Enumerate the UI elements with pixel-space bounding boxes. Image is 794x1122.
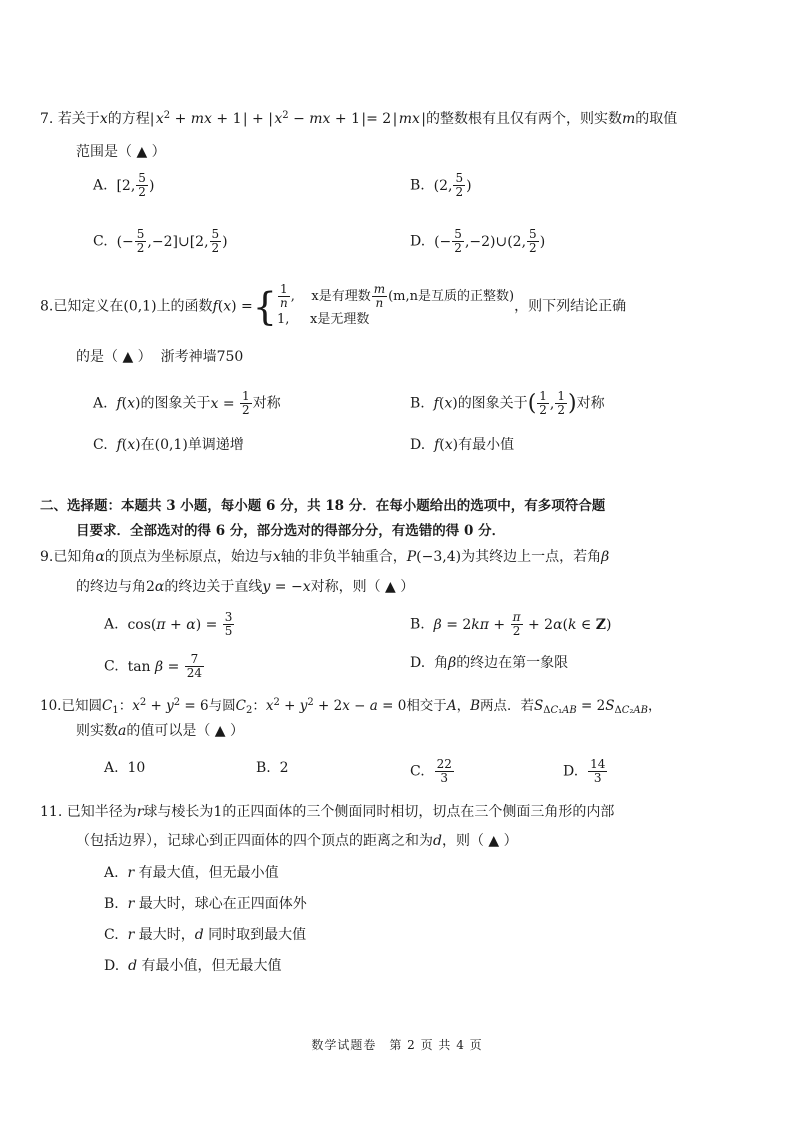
q7-stem-line2: 范围是（ ▲ ） [76,144,166,160]
q11-stem-line2: （包括边界），记球心到正四面体的四个顶点的距离之和为d，则（ ▲ ） [76,833,518,849]
section2-heading: 二、选择题：本题共 3 小题，每小题 6 分，共 18 分．在每小题给出的选项中，有多项符合题 [40,498,606,514]
q8-number: 8. [40,298,54,315]
q8-option-c: C. f(x)在(0,1)单调递增 [93,437,244,453]
q9-option-a: A. cos(π + α) = $\frac{3}{5}$ [104,610,233,638]
q8-watermark: 浙考神墙750 [160,349,244,365]
q10-option-a: A. 10 [104,760,146,776]
q7-option-c: C. (− $\frac{5}{2}$ ,−2]∪[2, $\frac{5}{2}$ ) [93,227,228,255]
q10-stem-line1: 10.已知圆$C_1$：$x^2 + y^2 = 6$与圆$C_2$：$x^2 + y^2 + 2x - a = 0$相交于A，B两点．若$S_{\Delta C_1AB} = 2S_{\Delta C_2AB}$， [40,697,662,716]
q8-stem-line1: 8.已知定义在(0,1)上的函数f(x) ={ $\frac{1}{n}$ , x是有理数 $\frac{m}{n}$ (m,n是互质的正整数) 1, x是无理数 ，则下列结论正确 [40,282,627,329]
q8-piecewise: $\frac{1}{n}$ , x是有理数 $\frac{m}{n}$ (m,n是互质的正整数) 1, x是无理数 [276,282,515,327]
q8-stem-line2: 的是（ ▲ ） 浙考神墙750 [76,349,244,365]
q7-option-b: B. (2, $\frac{5}{2}$ ) [410,171,472,199]
section2-heading-line2: 目要求．全部选对的得 6 分，部分选对的得部分分，有选错的得 0 分． [76,523,506,539]
q8-option-b: B. f(x)的图象关于( $\frac{1}{2}$ , $\frac{1}{2}$ )对称 [410,389,605,417]
q8-option-a: A. f(x)的图象关于x = $\frac{1}{2}$ 对称 [93,389,281,417]
q9-option-b: B. β = 2kπ + $\frac{\pi}{2}$ + 2α(k ∈ Z) [410,610,612,638]
q7-option-a: A. [2, $\frac{5}{2}$ ) [93,171,155,199]
q11-option-c: C. r 最大时，d 同时取到最大值 [104,927,307,943]
q9-option-d: D. 角β的终边在第一象限 [410,655,569,671]
q10-option-b: B. 2 [256,760,289,776]
q11-stem-line1: 11. 已知半径为r球与棱长为1的正四面体的三个侧面同时相切，切点在三个侧面三角形的内部 [40,804,615,820]
q9-stem-line2: 的终边与角2α的终边关于直线y = −x对称，则（ ▲ ） [76,579,415,595]
q10-option-d: D. $\frac{14}{3}$ [563,757,606,785]
q7-number: 7. [40,111,54,127]
q9-option-c: C. tan β = $\frac{7}{24}$ [104,652,203,680]
q10-option-c: C. $\frac{22}{3}$ [410,757,452,785]
q10-number: 10. [40,698,62,714]
q9-number: 9. [40,549,54,565]
q10-stem-line2: 则实数a的值可以是（ ▲ ） [76,723,245,739]
q7-option-d: D. (− $\frac{5}{2}$ ,−2)∪(2, $\frac{5}{2}$ ) [410,227,546,255]
q9-stem-line1: 9.已知角α的顶点为坐标原点，始边与x轴的非负半轴重合，P(−3,4)为其终边上一点，若角β [40,549,610,565]
q7-equation: | $x^2$ + mx + 1 | + | $x^2$ − mx + 1 |= 2 | mx | [149,110,426,127]
q11-option-b: B. r 最大时，球心在正四面体外 [104,896,307,912]
q11-option-a: A. r 有最大值，但无最小值 [104,865,279,881]
page-footer: 数学试题卷 第 2 页 共 4 页 [311,1038,483,1052]
q11-option-d: D. d 有最小值，但无最大值 [104,958,282,974]
q7-stem-line1: 7. 若关于x的方程| $x^2$ + mx + 1 | + | $x^2$ − mx + 1 |= 2 | mx |的整数根有且仅有两个，则实数m的取值 [40,110,678,127]
q8-option-d: D. f(x)有最小值 [410,437,515,453]
q11-number: 11. [40,804,63,820]
